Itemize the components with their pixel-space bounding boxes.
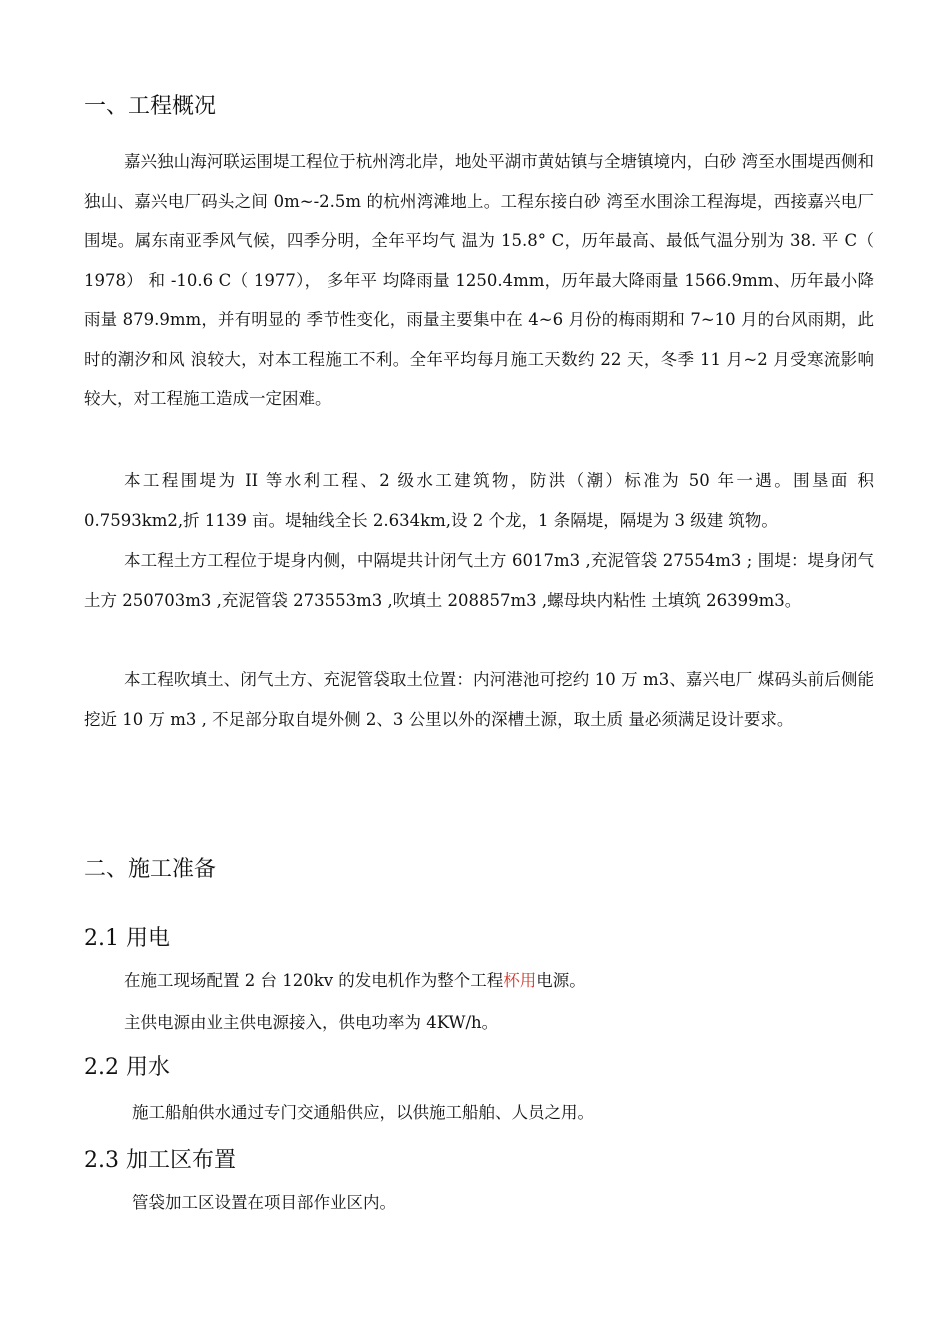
subsection-2-3-heading: 2.3 加工区布置 xyxy=(84,1148,236,1173)
power-line-1-text-b: 电源。 xyxy=(536,971,586,990)
section-1-paragraph-4: 本工程吹填土、闭气土方、充泥管袋取土位置：内河港池可挖约 10 万 m3、嘉兴电厂 煤码头前后侧能挖近 10 万 m3 , 不足部分取自堤外侧 2、3 公里以外的深槽土源，取土质 量必须满足设计要求。 xyxy=(84,670,874,729)
water-line-1: 施工船舶供水通过专门交通船供应，以供施工船舶、人员之用。 xyxy=(132,1103,594,1122)
workshop-line-1: 管袋加工区设置在项目部作业区内。 xyxy=(132,1193,396,1212)
power-line-1-text-a: 在施工现场配置 2 台 120kv 的发电机作为整个工程 xyxy=(124,971,504,990)
section-2-heading: 二、施工准备 xyxy=(84,857,217,882)
power-line-1-highlight: 杯用 xyxy=(503,971,537,990)
section-1-paragraph-1: 嘉兴独山海河联运围堤工程位于杭州湾北岸，地处平湖市黄姑镇与全塘镇境内，白砂 湾至水围堤西侧和独山、嘉兴电厂码头之间 0m~-2.5m 的杭州湾滩地上。工程东接白砂 湾至水围涂工程海堤，西接嘉兴电厂围堤。属东南亚季风气候，四季分明，全年平均气 温为 15.8° C，历年最高、最低气温分别为 38. 平 C（ 1978） 和 -10.6 C（ 1977）， 多年平 均降雨量 1250.4mm，历年最大降雨量 1566.9mm、历年最小降雨量 879.9mm，并有明显的 季节性变化，雨量主要集中在 4~6 月份的梅雨期和 7~10 月的台风雨期，此时的潮汐和风 浪较大，对本工程施工不利。全年平均每月施工天数约 22 天，冬季 11 月~2 月受寒流影响 较大，对工程施工造成一定困难。 xyxy=(84,152,874,408)
subsection-2-1-heading: 2.1 用电 xyxy=(84,926,170,951)
section-1-heading: 一、工程概况 xyxy=(84,94,217,119)
subsection-2-2-heading: 2.2 用水 xyxy=(84,1055,170,1080)
section-1-paragraph-3: 本工程土方工程位于堤身内侧，中隔堤共计闭气土方 6017m3 ,充泥管袋 27554m3 ; 围堤：堤身闭气土方 250703m3 ,充泥管袋 273553m3 ,吹填土 208857m3 ,螺母块内粘性 土填筑 26399m3。 xyxy=(84,551,874,610)
power-line-1 xyxy=(124,966,586,996)
power-line-2: 主供电源由业主供电源接入，供电功率为 4KW/h。 xyxy=(124,1013,499,1032)
section-1-paragraph-2: 本工程围堤为 II 等水利工程、2 级水工建筑物，防洪（潮）标准为 50 年一遇。围垦面 积 0.7593km2,折 1139 亩。堤轴线全长 2.634km,设 2 个龙，1 条隔堤，隔堤为 3 级建 筑物。 xyxy=(84,471,874,530)
